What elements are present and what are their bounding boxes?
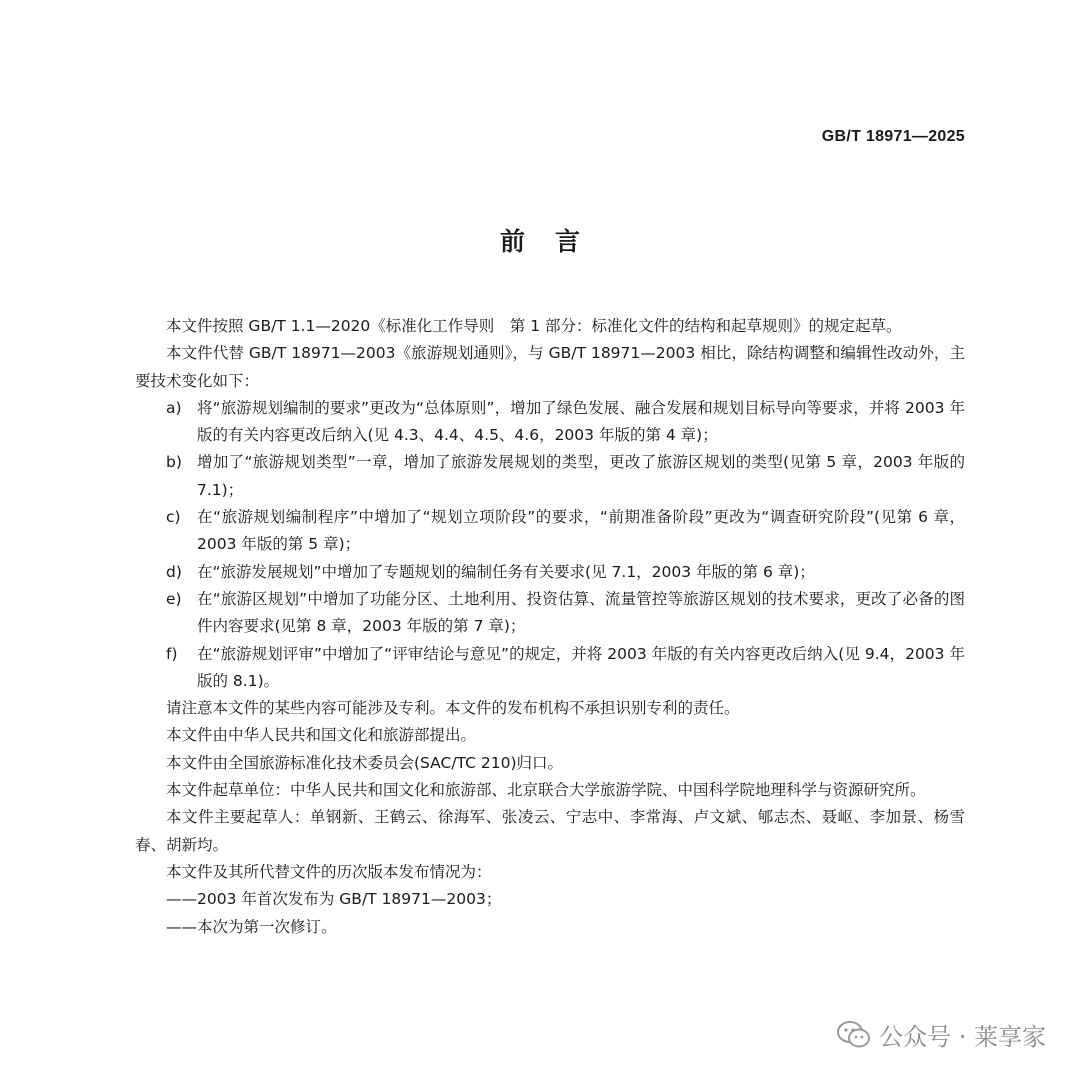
paragraph-drafting-units: 本文件起草单位：中华人民共和国文化和旅游部、北京联合大学旅游学院、中国科学院地理科学与资源研究所。 (166, 781, 926, 800)
watermark (837, 1017, 1046, 1052)
list-item-text: 在“旅游规划评审”中增加了“评审结论与意见”的规定，并将 2003 年版的有关内容更改后纳入(见 9.4，2003 年版的 8.1)。 (197, 644, 965, 690)
standard-number: GB/T 18971—2025 (821, 128, 965, 145)
watermark-text: 公众号 · 莱享家 (879, 1023, 1046, 1051)
list-item (135, 641, 965, 696)
list-item (135, 395, 965, 450)
list-item-label: f) (166, 644, 178, 663)
paragraph-patent-notice: 请注意本文件的某些内容可能涉及专利。本文件的发布机构不承担识别专利的责任。 (166, 699, 740, 718)
paragraph-replacement: 本文件代替 GB/T 18971—2003《旅游规划通则》，与 GB/T 18971—2003 相比，除结构调整和编辑性改动外，主要技术变化如下： (135, 344, 965, 390)
list-item (135, 504, 965, 559)
list-item-label: b) (166, 453, 182, 472)
paragraph-committee: 本文件由全国旅游标准化技术委员会(SAC/TC 210)归口。 (166, 753, 563, 772)
paragraph-history-intro: 本文件及其所代替文件的历次版本发布情况为： (166, 862, 492, 881)
list-item-label: c) (166, 508, 181, 527)
list-item-text: 在“旅游区规划”中增加了功能分区、土地利用、投资估算、流量管控等旅游区规划的技术要求，更改了必备的图件内容要求(见第 8 章，2003 年版的第 7 章)； (197, 589, 965, 636)
list-item-label: d) (166, 562, 182, 581)
history-item: ——本次为第一次修订。 (166, 917, 337, 936)
list-item-text: 在“旅游规划编制程序”中增加了“规划立项阶段”的要求，“前期准备阶段”更改为“调查研究阶段”(见第 6 章，2003 年版的第 5 章)； (197, 508, 965, 554)
wechat-icon (837, 1020, 871, 1050)
list-item-label: e) (166, 589, 182, 608)
list-item (135, 449, 965, 504)
list-item-text: 增加了“旅游规划类型”一章，增加了旅游发展规划的类型，更改了旅游区规划的类型(见第 5 章，2003 年版的 7.1)； (197, 453, 965, 499)
document-body (135, 313, 965, 941)
paragraph-drafters: 本文件主要起草人：单钢新、王鹤云、徐海军、张凌云、宁志中、李常海、卢文斌、郇志杰、聂岖、李加景、杨雪春、胡新均。 (135, 808, 965, 854)
paragraph-drafting-rule: 本文件按照 GB/T 1.1—2020《标准化工作导则 第 1 部分：标准化文件的结构和起草规则》的规定起草。 (166, 317, 902, 335)
page-title: 前言 (499, 227, 610, 256)
list-item-text: 在“旅游发展规划”中增加了专题规划的编制任务有关要求(见 7.1，2003 年版的第 6 章)； (197, 562, 815, 581)
history-item: ——2003 年首次发布为 GB/T 18971—2003； (166, 890, 502, 909)
paragraph-proposer: 本文件由中华人民共和国文化和旅游部提出。 (166, 726, 477, 745)
list-item-label: a) (166, 398, 182, 417)
list-item-text: 将“旅游规划编制的要求”更改为“总体原则”，增加了绿色发展、融合发展和规划目标导向等要求，并将 2003 年版的有关内容更改后纳入(见 4.3、4.4、4.5、4.6，2003 年版的第 4 章)； (197, 398, 965, 445)
changes-list (135, 395, 965, 695)
list-item (135, 559, 965, 586)
list-item (135, 586, 965, 641)
